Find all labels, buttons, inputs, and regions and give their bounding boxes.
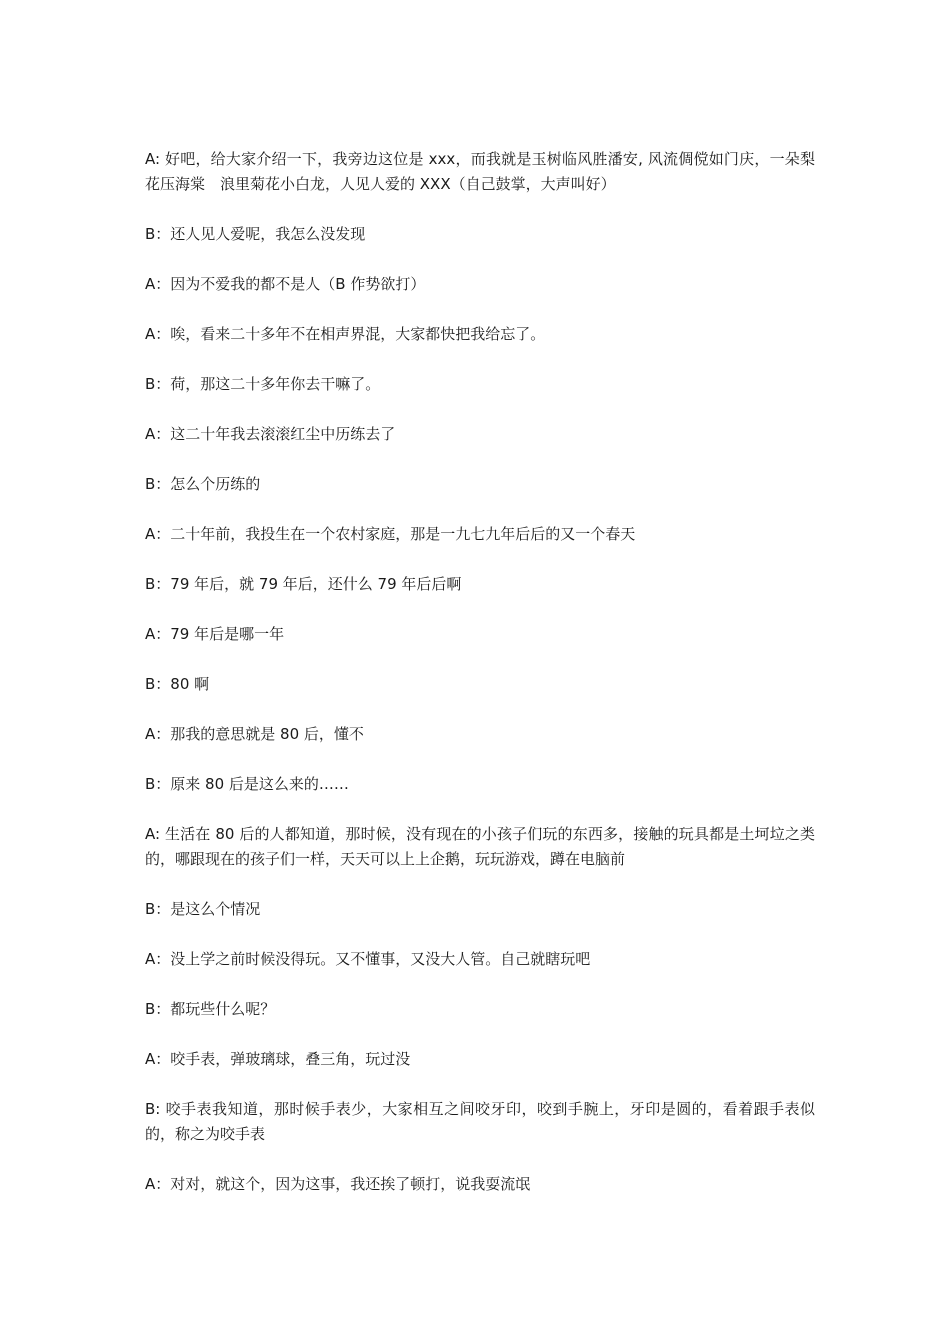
dialogue-text (145, 147, 815, 1222)
dialogue-line-7: B：怎么个历练的 (145, 475, 261, 493)
dialogue-line-12: A：那我的意思就是 80 后，懂不 (145, 725, 364, 743)
dialogue-line-17: B：都玩些什么呢？ (145, 1000, 276, 1018)
dialogue-line-2: B：还人见人爱呢，我怎么没发现 (145, 225, 366, 243)
dialogue-line-18: A：咬手表，弹玻璃球，叠三角，玩过没 (145, 1050, 411, 1068)
dialogue-line-10: A：79 年后是哪一年 (145, 625, 285, 643)
dialogue-line-1: A: 好吧，给大家介绍一下，我旁边这位是 xxx，而我就是玉树临风胜潘安, 风流倜傥如门庆，一朵梨花压海棠 浪里菊花小白龙，人见人爱的 XXX（自己鼓掌，大声叫好） (145, 150, 815, 193)
dialogue-line-4: A：唉，看来二十多年不在相声界混，大家都快把我给忘了。 (145, 325, 546, 343)
dialogue-line-15: B：是这么个情况 (145, 900, 261, 918)
dialogue-line-20: A：对对，就这个，因为这事，我还挨了顿打，说我耍流氓 (145, 1175, 531, 1193)
dialogue-line-19: B: 咬手表我知道，那时候手表少，大家相互之间咬牙印，咬到手腕上，牙印是圆的，看着跟手表似的，称之为咬手表 (145, 1100, 815, 1143)
dialogue-line-3: A：因为不爱我的都不是人（B 作势欲打） (145, 275, 426, 293)
dialogue-line-9: B：79 年后，就 79 年后，还什么 79 年后后啊 (145, 575, 462, 593)
dialogue-line-16: A：没上学之前时候没得玩。又不懂事，又没大人管。自己就瞎玩吧 (145, 950, 591, 968)
dialogue-line-11: B：80 啊 (145, 675, 210, 693)
dialogue-line-8: A：二十年前，我投生在一个农村家庭，那是一九七九年后后的又一个春天 (145, 525, 636, 543)
dialogue-line-6: A：这二十年我去滚滚红尘中历练去了 (145, 425, 396, 443)
dialogue-line-5: B：荷，那这二十多年你去干嘛了。 (145, 375, 381, 393)
dialogue-line-14: A: 生活在 80 后的人都知道，那时候，没有现在的小孩子们玩的东西多，接触的玩具都是土坷垃之类的，哪跟现在的孩子们一样，天天可以上上企鹅，玩玩游戏，蹲在电脑前 (145, 825, 815, 868)
dialogue-line-13: B：原来 80 后是这么来的…… (145, 775, 349, 793)
